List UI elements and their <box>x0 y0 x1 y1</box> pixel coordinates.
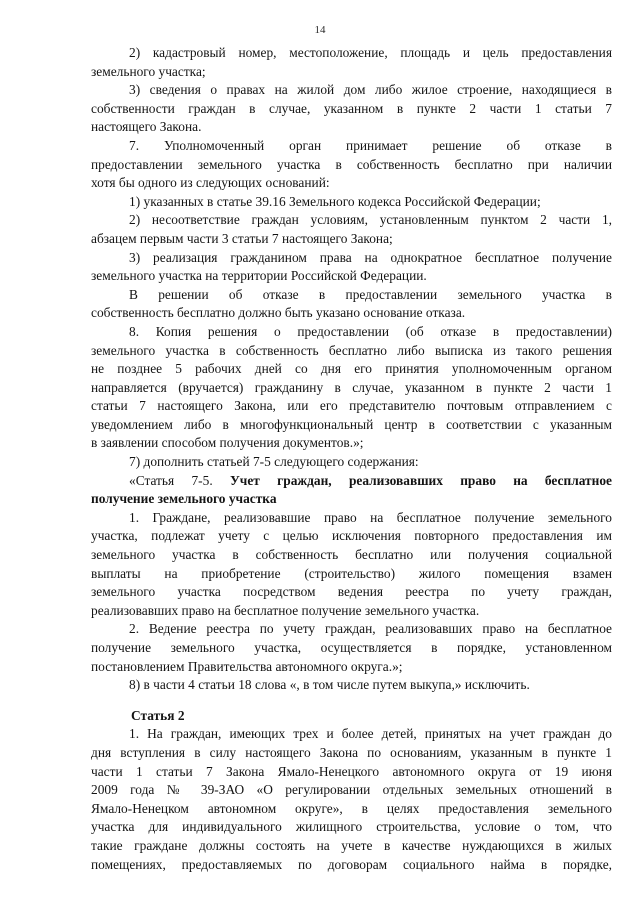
text-line: предоставлении земельного участка в собственность бесплатно при наличии <box>91 156 612 172</box>
text-line: помещениях, предоставляемых по договорам социального найма в порядке, <box>91 856 612 872</box>
text-line: 2. Ведение реестра по учету граждан, реализовавших право на бесплатное <box>129 621 612 637</box>
text-line: 1. На граждан, имеющих трех и более детей, принятых на учет граждан до <box>129 726 612 742</box>
text-line: в заявлении способом получения документов.»; <box>91 435 364 451</box>
text-line: такие граждане должны состоять на учете в качестве нуждающихся в жилых <box>91 837 612 853</box>
text-line: части 1 статьи 7 Закона Ямало-Ненецкого автономного округа от 19 июня <box>91 763 612 779</box>
text-line: земельного участка в собственность бесплатно либо выписка из такого решения <box>91 342 612 358</box>
text-line: постановлением Правительства автономного округа.»; <box>91 658 403 674</box>
document-body <box>91 44 612 874</box>
text-line: не позднее 5 рабочих дней со дня его принятия уполномоченным органом <box>91 361 612 377</box>
text-line: направляется (вручается) гражданину в случае, указанном в пункте 2 части 1 <box>91 379 612 395</box>
article-2-heading: Статья 2 <box>131 707 185 723</box>
text-line: получение земельного участка, осуществляется в порядке, установленном <box>91 640 612 655</box>
article-label: «Статья 7-5. <box>129 472 213 488</box>
text-line: 2) кадастровый номер, местоположение, площадь и цель предоставления <box>129 45 612 60</box>
article-7-5-heading <box>91 472 612 491</box>
text-line: реализовавших право на бесплатное получение земельного участка. <box>91 602 480 618</box>
text-line: настоящего Закона. <box>91 119 202 135</box>
text-line: 1. Граждане, реализовавшие право на бесплатное получение земельного <box>129 509 612 525</box>
text-line: В решении об отказе в предоставлении земельного участка в <box>129 286 612 302</box>
text-line: выплаты на приобретение (строительство) жилого помещения взамен <box>91 565 612 581</box>
text-line: 7) дополнить статьей 7-5 следующего содержания: <box>129 454 419 470</box>
text-line: 2009 года № 39-ЗАО «О регулировании отдельных земельных отношений в <box>91 782 612 798</box>
text-line: собственность бесплатно должно быть указано основание отказа. <box>91 305 466 321</box>
text-line: земельного участка посредством ведения реестра по учету граждан, <box>91 584 612 600</box>
text-line: хотя бы одного из следующих оснований: <box>91 175 330 191</box>
page-number: 14 <box>314 24 326 36</box>
text-line: земельного участка; <box>91 63 206 79</box>
text-line: участка, подлежат учету с целью исключения повторного предоставления им <box>91 528 612 544</box>
text-line: 3) реализация гражданином права на однократное бесплатное получение <box>129 249 612 265</box>
article-title: Учет граждан, реализовавших право на бесплатное <box>229 472 612 488</box>
text-line: 1) указанных в статье 39.16 Земельного кодекса Российской Федерации; <box>129 193 541 209</box>
text-line: 8. Копия решения о предоставлении (об отказе в предоставлении) <box>129 323 612 339</box>
text-line: статьи 7 настоящего Закона, или его представителю почтовым отправлением с <box>91 398 612 414</box>
text-line: земельного участка на территории Российской Федерации. <box>91 268 427 284</box>
text-line: участка для индивидуального жилищного строительства, условие о том, что <box>91 819 612 835</box>
text-line: собственности граждан в случае, указанном в пункте 2 части 1 статьи 7 <box>91 100 612 116</box>
text-line: уведомлением либо в многофункциональный центр в соответствии с указанным <box>91 416 612 432</box>
article-title-cont: получение земельного участка <box>91 491 277 507</box>
text-line: Ямало-Ненецком автономном округе», в целях предоставления земельного <box>91 800 612 816</box>
text-line: 8) в части 4 статьи 18 слова «, в том числе путем выкупа,» исключить. <box>129 677 530 693</box>
text-line: абзацем первым части 3 статьи 7 настоящего Закона; <box>91 230 393 246</box>
text-line: 2) несоответствие граждан условиям, установленным пунктом 2 части 1, <box>129 212 612 228</box>
text-line: земельного участка в собственность бесплатно или получения социальной <box>91 547 612 563</box>
text-line: 7. Уполномоченный орган принимает решение об отказе в <box>129 137 612 153</box>
text-line: дня вступления в силу настоящего Закона по основаниям, указанным в пункте 1 <box>91 744 612 760</box>
text-line: 3) сведения о правах на жилой дом либо жилое строение, находящиеся в <box>129 82 612 98</box>
